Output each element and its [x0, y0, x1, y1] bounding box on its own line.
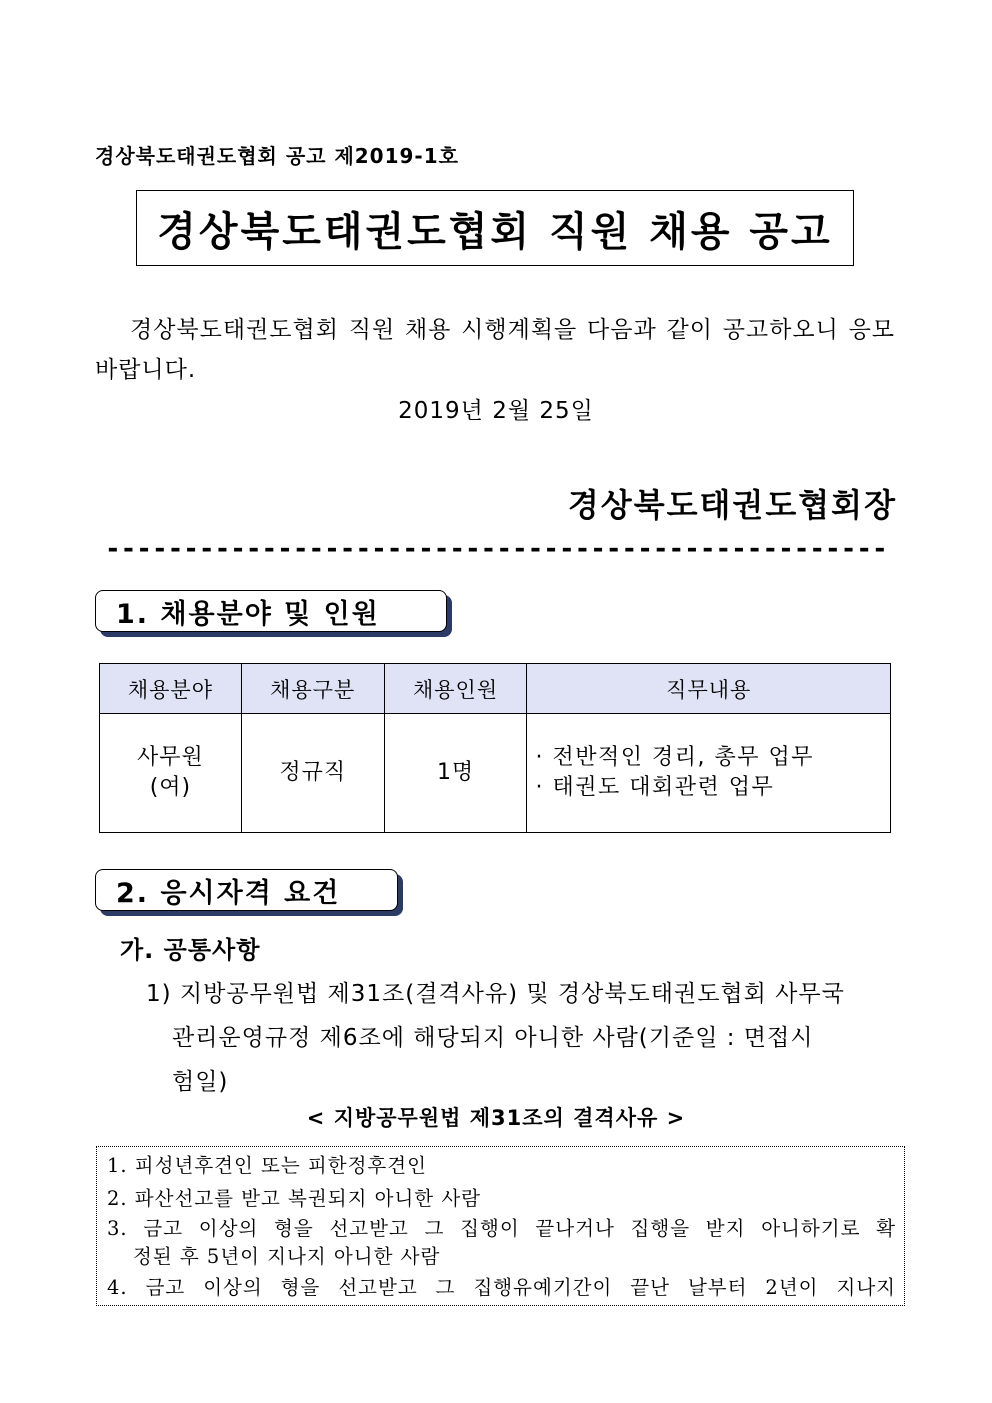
table-row: [100, 714, 891, 833]
field-line: (여): [149, 775, 192, 800]
duty-line: · 전반적인 경리, 총무 업무: [535, 745, 814, 770]
recruitment-table: [99, 663, 891, 833]
notice-date: 2019년 2월 25일: [398, 398, 594, 424]
section-heading-label: 2. 응시자격 요건: [116, 877, 341, 909]
list-item: 1. 피성년후견인 또는 피한정후견인: [107, 1154, 427, 1177]
requirement-line: 관리운영규정 제6조에 해당되지 아니한 사람(기준일 : 면접시: [172, 1025, 814, 1051]
table-header-cell: 채용분야: [100, 664, 242, 714]
page-title: 경상북도태권도협회 직원 채용 공고: [157, 208, 833, 255]
field-line: 사무원: [137, 745, 204, 770]
table-header-cell: 직무내용: [527, 664, 891, 714]
count-cell: 1명: [384, 714, 527, 833]
list-item-continuation: 정된 후 5년이 지나지 아니한 사람: [133, 1245, 441, 1268]
table-header-cell: 채용구분: [241, 664, 384, 714]
duty-line: · 태권도 대회관련 업무: [535, 775, 775, 800]
section-heading-label: 1. 채용분야 및 인원: [116, 598, 380, 630]
section-heading-qualifications: [95, 869, 398, 911]
requirement-line: 1) 지방공무원법 제31조(결격사유) 및 경상북도태권도협회 사무국: [146, 981, 845, 1007]
signer: 경상북도태권도협회장: [567, 486, 897, 524]
subsection-heading: 가. 공통사항: [120, 936, 261, 964]
title-box: [136, 190, 854, 266]
requirement-item: [146, 972, 896, 1104]
type-cell: 정규직: [241, 714, 384, 833]
field-cell: [100, 714, 242, 833]
dashed-divider: --------------------------------------------------: [105, 534, 888, 564]
requirement-line: 험일): [172, 1069, 229, 1095]
table-header-cell: 채용인원: [384, 664, 527, 714]
duty-cell: [527, 714, 891, 833]
table-header-row: [100, 664, 891, 714]
list-item: 2. 파산선고를 받고 복권되지 아니한 사람: [107, 1187, 481, 1210]
notice-number: 경상북도태권도협회 공고 제2019-1호: [95, 144, 459, 168]
disqualification-title: < 지방공무원법 제31조의 결격사유 >: [306, 1106, 686, 1130]
section-heading-recruitment: [95, 590, 447, 632]
list-item: 4. 금고 이상의 형을 선고받고 그 집행유예기간이 끝난 날부터 2년이 지나지: [107, 1276, 896, 1299]
list-item: 3. 금고 이상의 형을 선고받고 그 집행이 끝나거나 집행을 받지 아니하기로 확: [107, 1217, 896, 1240]
intro-paragraph: 경상북도태권도협회 직원 채용 시행계획을 다음과 같이 공고하오니 응모 바랍니다.: [95, 317, 895, 383]
disqualification-box: [96, 1146, 905, 1306]
